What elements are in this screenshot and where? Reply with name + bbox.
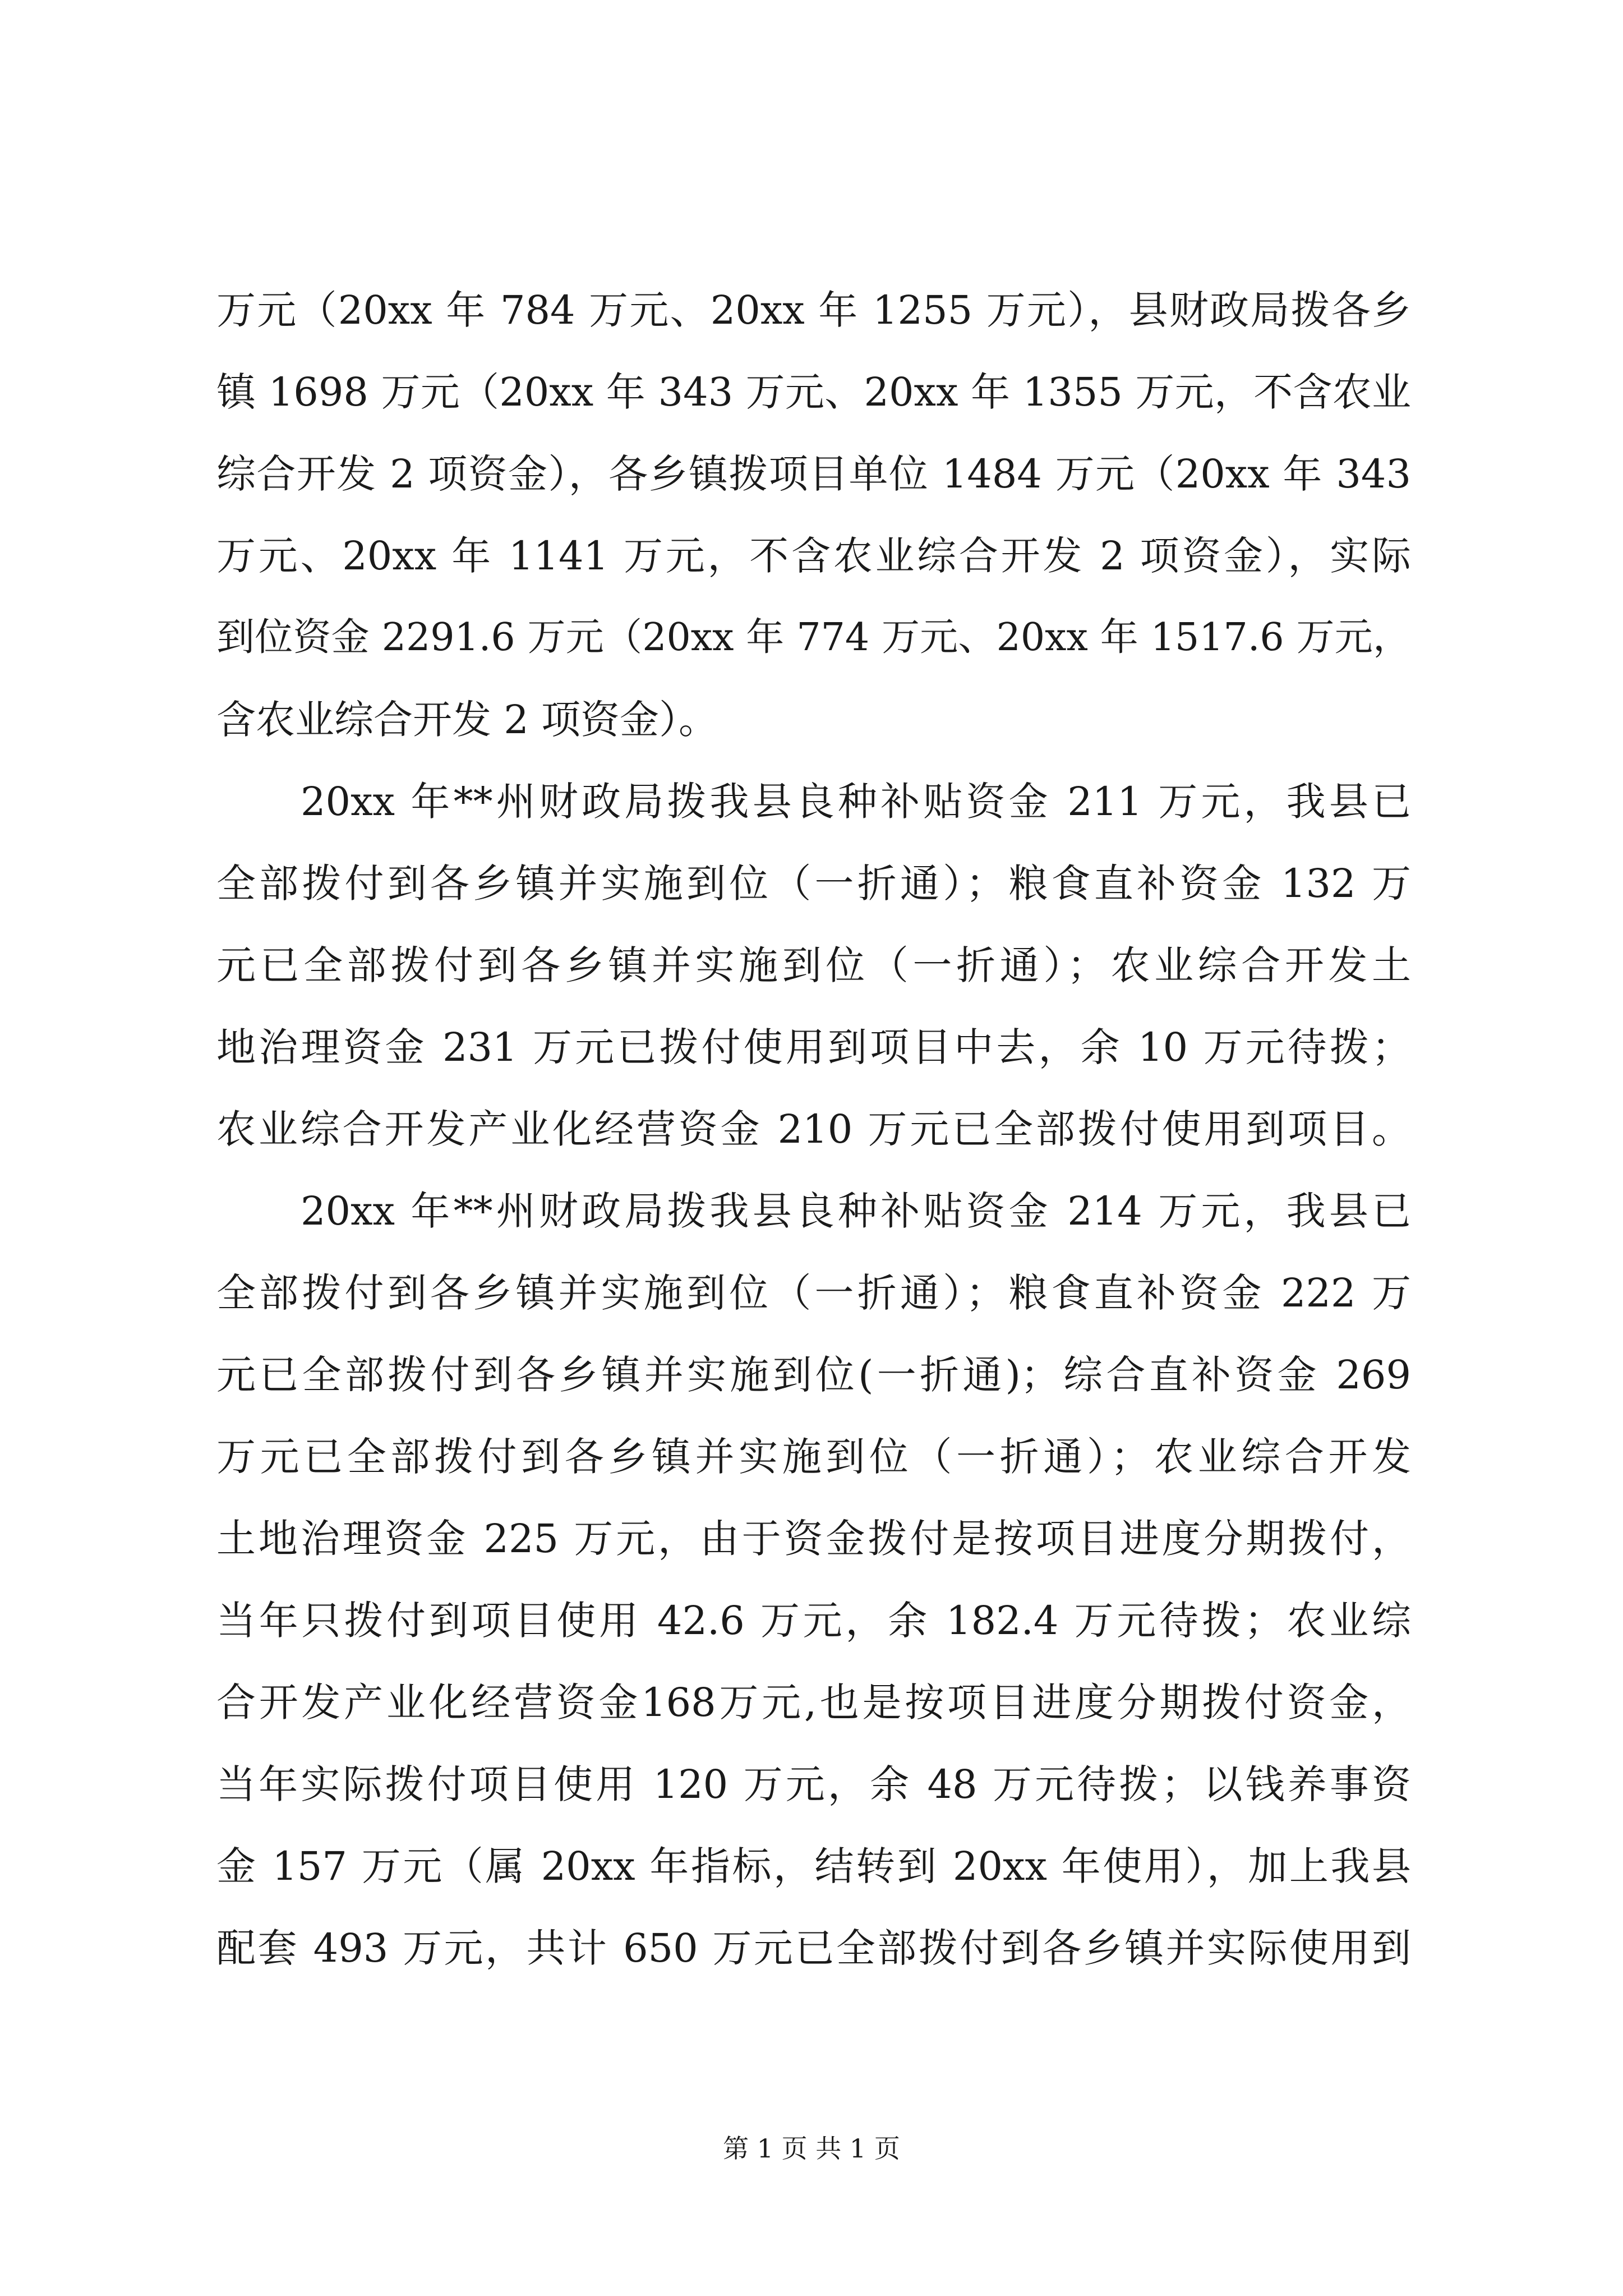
text-line: 当年只拨付到项目使用 42.6 万元，余 182.4 万元待拨；农业综 bbox=[216, 1598, 1411, 1644]
text-line: 配套 493 万元，共计 650 万元已全部拨付到各乡镇并实际使用到 bbox=[216, 1925, 1411, 1971]
text-line: 全部拨付到各乡镇并实施到位（一折通）；粮食直补资金 132 万 bbox=[216, 861, 1411, 907]
text-line: 万元、20xx 年 1141 万元，不含农业综合开发 2 项资金），实际 bbox=[216, 533, 1411, 579]
paragraph-first-line: 20xx 年**州财政局拨我县良种补贴资金 211 万元，我县已 bbox=[301, 779, 1411, 825]
document-body bbox=[216, 269, 1411, 1989]
text-line: 金 157 万元（属 20xx 年指标，结转到 20xx 年使用），加上我县 bbox=[216, 1843, 1411, 1889]
text-line: 含农业综合开发 2 项资金）。 bbox=[216, 697, 718, 743]
text-line: 镇 1698 万元（20xx 年 343 万元、20xx 年 1355 万元，不含农业 bbox=[216, 369, 1411, 415]
text-line: 土地治理资金 225 万元，由于资金拨付是按项目进度分期拨付， bbox=[216, 1516, 1411, 1562]
page-footer bbox=[0, 2132, 1623, 2165]
text-line: 到位资金 2291.6 万元（20xx 年 774 万元、20xx 年 1517.6 万元， bbox=[216, 615, 1411, 660]
text-line: 当年实际拨付项目使用 120 万元，余 48 万元待拨；以钱养事资 bbox=[216, 1761, 1411, 1807]
text-line: 合开发产业化经营资金168万元,也是按项目进度分期拨付资金， bbox=[216, 1680, 1411, 1726]
text-line: 万元已全部拨付到各乡镇并实施到位（一折通）；农业综合开发 bbox=[216, 1434, 1411, 1480]
text-line: 全部拨付到各乡镇并实施到位（一折通）；粮食直补资金 222 万 bbox=[216, 1270, 1411, 1316]
text-line: 元已全部拨付到各乡镇并实施到位(一折通)；综合直补资金 269 bbox=[216, 1352, 1411, 1398]
paragraph-first-line: 20xx 年**州财政局拨我县良种补贴资金 214 万元，我县已 bbox=[301, 1188, 1411, 1234]
text-line: 元已全部拨付到各乡镇并实施到位（一折通）；农业综合开发土 bbox=[216, 942, 1411, 988]
text-line: 地治理资金 231 万元已拨付使用到项目中去，余 10 万元待拨； bbox=[216, 1024, 1411, 1070]
text-line: 农业综合开发产业化经营资金 210 万元已全部拨付使用到项目。 bbox=[216, 1106, 1411, 1152]
text-line: 万元（20xx 年 784 万元、20xx 年 1255 万元），县财政局拨各乡 bbox=[216, 287, 1411, 333]
text-line: 综合开发 2 项资金），各乡镇拨项目单位 1484 万元（20xx 年 343 bbox=[216, 451, 1411, 497]
page-number: 第 1 页 共 1 页 bbox=[723, 2133, 900, 2164]
